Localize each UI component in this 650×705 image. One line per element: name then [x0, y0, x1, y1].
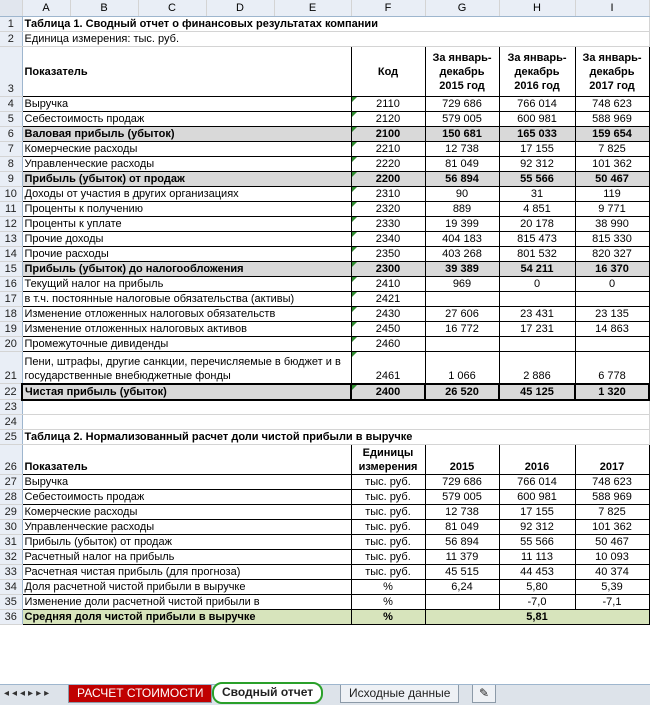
cell-2016[interactable]: 815 473 — [499, 232, 575, 247]
cell-2017[interactable]: 748 623 — [575, 475, 649, 490]
cell-2017[interactable]: 40 374 — [575, 565, 649, 580]
row-header[interactable]: 7 — [0, 142, 22, 157]
table1-row — [0, 277, 649, 292]
table1-row — [0, 292, 649, 307]
column-header-a[interactable]: A — [22, 0, 70, 17]
row-header[interactable]: 24 — [0, 415, 22, 430]
cell-code[interactable]: 2200 — [351, 172, 425, 187]
cell-2016[interactable] — [499, 337, 575, 352]
cell-label[interactable]: Расчетный налог на прибыль — [22, 550, 351, 565]
row-header[interactable]: 33 — [0, 565, 22, 580]
cell-2017[interactable]: 7 825 — [575, 505, 649, 520]
tab-source-data[interactable]: Исходные данные — [340, 685, 459, 703]
cell-2016[interactable]: 766 014 — [499, 475, 575, 490]
cell-label[interactable]: Себестоимость продаж — [22, 490, 351, 505]
row-header[interactable]: 17 — [0, 292, 22, 307]
cell-2015[interactable]: 16 772 — [425, 322, 499, 337]
table2-title[interactable]: Таблица 2. Нормализованный расчет доли чистой прибыли в выручке — [22, 430, 649, 445]
row-header[interactable]: 11 — [0, 202, 22, 217]
t2-header-units[interactable]: Единицы измерения — [351, 445, 425, 475]
column-header-g[interactable]: G — [425, 0, 499, 17]
t2-header-2017[interactable]: 2017 — [575, 445, 649, 475]
cell-2016[interactable]: 2 886 — [499, 352, 575, 384]
cell-2016[interactable]: 55 566 — [499, 172, 575, 187]
table1-row — [0, 262, 649, 277]
column-header-e[interactable]: E — [274, 0, 351, 17]
cell-2015[interactable] — [425, 595, 499, 610]
cell-code[interactable]: 2410 — [351, 277, 425, 292]
row-header[interactable]: 26 — [0, 445, 22, 475]
row-header[interactable]: 16 — [0, 277, 22, 292]
table2-row — [0, 520, 649, 535]
cell-2016[interactable]: 11 113 — [499, 550, 575, 565]
avg-share-label[interactable]: Средняя доля чистой прибыли в выручке — [22, 610, 351, 625]
table2-body — [0, 475, 649, 610]
cell-label[interactable]: Текущий налог на прибыль — [22, 277, 351, 292]
cell-unit[interactable]: тыс. руб. — [351, 520, 425, 535]
cell-2017[interactable]: 588 969 — [575, 112, 649, 127]
column-headers — [0, 0, 649, 17]
tab-valuation[interactable]: РАСЧЕТ СТОИМОСТИ — [68, 685, 212, 703]
table1-row — [0, 157, 649, 172]
cell-label[interactable]: Изменение доли расчетной чистой прибыли в — [22, 595, 351, 610]
table1-row — [0, 187, 649, 202]
cell-unit[interactable]: тыс. руб. — [351, 490, 425, 505]
cell-label[interactable]: Прибыль (убыток) от продаж — [22, 535, 351, 550]
row-header[interactable]: 35 — [0, 595, 22, 610]
cell-label[interactable]: Расчетная чистая прибыль (для прогноза) — [22, 565, 351, 580]
cell-2015[interactable]: 27 606 — [425, 307, 499, 322]
cell-2015[interactable]: 11 379 — [425, 550, 499, 565]
cell-2016[interactable]: 54 211 — [499, 262, 575, 277]
cell-code[interactable]: 2460 — [351, 337, 425, 352]
cell-label[interactable]: Прочие расходы — [22, 247, 351, 262]
cell-2016[interactable]: 17 155 — [499, 505, 575, 520]
table2-row — [0, 565, 649, 580]
cell-2017[interactable]: 9 771 — [575, 202, 649, 217]
cell-unit[interactable]: тыс. руб. — [351, 475, 425, 490]
cell-unit[interactable]: тыс. руб. — [351, 550, 425, 565]
cell-2016[interactable]: 44 453 — [499, 565, 575, 580]
cell-code[interactable]: 2300 — [351, 262, 425, 277]
cell-2015[interactable]: 81 049 — [425, 520, 499, 535]
cell-2015[interactable]: 90 — [425, 187, 499, 202]
cell-2015[interactable]: 56 894 — [425, 172, 499, 187]
cell-2017[interactable]: 815 330 — [575, 232, 649, 247]
select-all-corner[interactable] — [0, 0, 22, 17]
table1-row — [0, 97, 649, 112]
cell-2016[interactable]: -7,0 — [499, 595, 575, 610]
row-header[interactable]: 6 — [0, 127, 22, 142]
cell-2015[interactable]: 45 515 — [425, 565, 499, 580]
cell-label[interactable]: Управленческие расходы — [22, 157, 351, 172]
cell-code[interactable]: 2320 — [351, 202, 425, 217]
table2-row — [0, 595, 649, 610]
cell-2015[interactable]: 81 049 — [425, 157, 499, 172]
cell-2017[interactable]: 748 623 — [575, 97, 649, 112]
cell-label[interactable]: Себестоимость продаж — [22, 112, 351, 127]
cell-2017[interactable]: 7 825 — [575, 142, 649, 157]
row-header[interactable]: 3 — [0, 47, 22, 97]
table2-row — [0, 490, 649, 505]
cell-2016[interactable]: 92 312 — [499, 157, 575, 172]
header-indicator[interactable]: Показатель — [22, 47, 351, 97]
row-header[interactable]: 5 — [0, 112, 22, 127]
cell-2017[interactable]: 50 467 — [575, 535, 649, 550]
t2-header-2015[interactable]: 2015 — [425, 445, 499, 475]
cell-unit[interactable]: тыс. руб. — [351, 505, 425, 520]
cell-code[interactable]: 2350 — [351, 247, 425, 262]
cell-2017[interactable]: 159 654 — [575, 127, 649, 142]
cell-2015[interactable]: 403 268 — [425, 247, 499, 262]
cell-label[interactable]: Валовая прибыль (убыток) — [22, 127, 351, 142]
cell-2017[interactable]: 101 362 — [575, 520, 649, 535]
table1-row — [0, 127, 649, 142]
cell-label[interactable]: Изменение отложенных налоговых обязательств — [22, 307, 351, 322]
cell-2015[interactable]: 729 686 — [425, 475, 499, 490]
row-header[interactable]: 21 — [0, 352, 22, 384]
table1-row — [0, 307, 649, 322]
cell-unit[interactable]: тыс. руб. — [351, 565, 425, 580]
cell-2017[interactable]: 23 135 — [575, 307, 649, 322]
header-year-2015[interactable]: За январь-декабрь 2015 год — [425, 47, 499, 97]
cell-2016[interactable] — [499, 292, 575, 307]
net-profit-code[interactable]: 2400 — [351, 384, 425, 400]
cell-2015[interactable]: 56 894 — [425, 535, 499, 550]
cell-2015[interactable]: 12 738 — [425, 505, 499, 520]
row-header[interactable]: 4 — [0, 97, 22, 112]
cell-2015[interactable]: 404 183 — [425, 232, 499, 247]
cell-label[interactable]: Управленческие расходы — [22, 520, 351, 535]
header-year-2017[interactable]: За январь-декабрь 2017 год — [575, 47, 649, 97]
row-header[interactable]: 23 — [0, 400, 22, 415]
cell-2017[interactable]: 101 362 — [575, 157, 649, 172]
cell-code[interactable]: 2220 — [351, 157, 425, 172]
cell-code[interactable]: 2450 — [351, 322, 425, 337]
cell-2017[interactable]: 10 093 — [575, 550, 649, 565]
insert-sheet-icon[interactable]: ✎ — [472, 685, 496, 703]
cell-2017[interactable]: 820 327 — [575, 247, 649, 262]
cell-label[interactable]: Проценты к уплате — [22, 217, 351, 232]
column-header-d[interactable]: D — [206, 0, 274, 17]
cell-2017[interactable] — [575, 292, 649, 307]
t2-header-2016[interactable]: 2016 — [499, 445, 575, 475]
cell-2015[interactable]: 39 389 — [425, 262, 499, 277]
row-header[interactable]: 30 — [0, 520, 22, 535]
table1-row — [0, 172, 649, 187]
cell-2015[interactable] — [425, 292, 499, 307]
row-header[interactable]: 32 — [0, 550, 22, 565]
table1-row — [0, 202, 649, 217]
cell-2016[interactable]: 20 178 — [499, 217, 575, 232]
cell-label[interactable]: Выручка — [22, 475, 351, 490]
cell-unit[interactable]: % — [351, 580, 425, 595]
net-profit-2016[interactable]: 45 125 — [499, 384, 575, 400]
cell-2016[interactable]: 766 014 — [499, 97, 575, 112]
cell-2017[interactable]: 14 863 — [575, 322, 649, 337]
row-header[interactable]: 14 — [0, 247, 22, 262]
table1-body — [0, 97, 649, 352]
cell-2015[interactable]: 729 686 — [425, 97, 499, 112]
tab-scroll-arrows[interactable]: ◂◂◂▸▸▸ — [4, 688, 53, 699]
cell-2017[interactable]: 16 370 — [575, 262, 649, 277]
table2-row — [0, 580, 649, 595]
cell-2017[interactable]: -7,1 — [575, 595, 649, 610]
cell-code[interactable]: 2330 — [351, 217, 425, 232]
table1-row — [0, 142, 649, 157]
row-header[interactable]: 10 — [0, 187, 22, 202]
table2-row — [0, 550, 649, 565]
table1-row — [0, 112, 649, 127]
row-header[interactable]: 25 — [0, 430, 22, 445]
cell-2016[interactable]: 165 033 — [499, 127, 575, 142]
cell-label[interactable]: Прочие доходы — [22, 232, 351, 247]
cell-label[interactable]: Доходы от участия в других организациях — [22, 187, 351, 202]
row-header[interactable]: 13 — [0, 232, 22, 247]
t2-header-indicator[interactable]: Показатель — [22, 445, 351, 475]
cell-2015[interactable] — [425, 337, 499, 352]
cell-label[interactable]: Комерческие расходы — [22, 505, 351, 520]
cell-code[interactable]: 2310 — [351, 187, 425, 202]
cell-label[interactable]: в т.ч. постоянные налоговые обязательства (активы) — [22, 292, 351, 307]
cell-2016[interactable]: 5,80 — [499, 580, 575, 595]
cell-label[interactable]: Изменение отложенных налоговых активов — [22, 322, 351, 337]
row-header[interactable]: 28 — [0, 490, 22, 505]
cell-2015[interactable]: 969 — [425, 277, 499, 292]
cell-2016[interactable]: 17 231 — [499, 322, 575, 337]
row-header[interactable]: 31 — [0, 535, 22, 550]
row-header[interactable]: 9 — [0, 172, 22, 187]
cell-code[interactable]: 2120 — [351, 112, 425, 127]
empty-row[interactable] — [22, 415, 649, 430]
cell-code[interactable]: 2430 — [351, 307, 425, 322]
row-header[interactable]: 2 — [0, 32, 22, 47]
cell-code[interactable]: 2100 — [351, 127, 425, 142]
sheet-tab-bar — [0, 684, 650, 705]
row-header[interactable]: 18 — [0, 307, 22, 322]
cell-2017[interactable]: 38 990 — [575, 217, 649, 232]
table1-title[interactable]: Таблица 1. Сводный отчет о финансовых результатах компании — [22, 17, 649, 32]
cell-2017[interactable]: 50 467 — [575, 172, 649, 187]
row-header[interactable]: 15 — [0, 262, 22, 277]
net-profit-2015[interactable]: 26 520 — [425, 384, 499, 400]
net-profit-2017[interactable]: 1 320 — [575, 384, 649, 400]
avg-share-unit[interactable]: % — [351, 610, 425, 625]
cell-2016[interactable]: 23 431 — [499, 307, 575, 322]
row-header[interactable]: 19 — [0, 322, 22, 337]
cell-2015[interactable]: 12 738 — [425, 142, 499, 157]
row-header[interactable]: 36 — [0, 610, 22, 625]
avg-share-value[interactable]: 5,81 — [425, 610, 649, 625]
cell-label[interactable]: Проценты к получению — [22, 202, 351, 217]
cell-2016[interactable]: 55 566 — [499, 535, 575, 550]
row-header[interactable]: 27 — [0, 475, 22, 490]
row-header[interactable]: 20 — [0, 337, 22, 352]
cell-2015[interactable]: 579 005 — [425, 112, 499, 127]
cell-label[interactable]: Доля расчетной чистой прибыли в выручке — [22, 580, 351, 595]
column-header-b[interactable]: B — [70, 0, 138, 17]
cell-2017[interactable]: 6 778 — [575, 352, 649, 384]
cell-2016[interactable]: 0 — [499, 277, 575, 292]
table1-row — [0, 337, 649, 352]
table1-row — [0, 247, 649, 262]
cell-2015[interactable]: 889 — [425, 202, 499, 217]
net-profit-label[interactable]: Чистая прибыль (убыток) — [22, 384, 351, 400]
cell-2017[interactable]: 119 — [575, 187, 649, 202]
cell-label[interactable]: Пени, штрафы, другие санкции, перечисляемые в бюджет и в государственные внебюджетные фонды — [22, 352, 351, 384]
header-code[interactable]: Код — [351, 47, 425, 97]
cell-2016[interactable]: 31 — [499, 187, 575, 202]
row-header[interactable]: 1 — [0, 17, 22, 32]
column-header-h[interactable]: H — [499, 0, 575, 17]
cell-2016[interactable]: 801 532 — [499, 247, 575, 262]
table1-row — [0, 232, 649, 247]
cell-2017[interactable]: 5,39 — [575, 580, 649, 595]
column-header-i[interactable]: I — [575, 0, 649, 17]
table1-unit[interactable]: Единица измерения: тыс. руб. — [22, 32, 649, 47]
column-header-c[interactable]: C — [138, 0, 206, 17]
table1-row — [0, 322, 649, 337]
cell-2017[interactable]: 0 — [575, 277, 649, 292]
cell-2015[interactable]: 19 399 — [425, 217, 499, 232]
cell-2015[interactable]: 150 681 — [425, 127, 499, 142]
cell-code[interactable]: 2461 — [351, 352, 425, 384]
cell-unit[interactable]: тыс. руб. — [351, 535, 425, 550]
header-year-2016[interactable]: За январь-декабрь 2016 год — [499, 47, 575, 97]
cell-label[interactable]: Промежуточные дивиденды — [22, 337, 351, 352]
cell-2017[interactable] — [575, 337, 649, 352]
cell-2016[interactable]: 600 981 — [499, 112, 575, 127]
table2-row — [0, 475, 649, 490]
table2-row — [0, 505, 649, 520]
row-header[interactable]: 12 — [0, 217, 22, 232]
row-header[interactable]: 8 — [0, 157, 22, 172]
cell-label[interactable]: Прибыль (убыток) от продаж — [22, 172, 351, 187]
cell-2016[interactable]: 17 155 — [499, 142, 575, 157]
row-header[interactable]: 29 — [0, 505, 22, 520]
row-header[interactable]: 22 — [0, 384, 22, 400]
empty-row[interactable] — [22, 400, 649, 415]
tab-summary-report[interactable]: Сводный отчет — [212, 682, 323, 704]
cell-2017[interactable]: 588 969 — [575, 490, 649, 505]
cell-2015[interactable]: 579 005 — [425, 490, 499, 505]
cell-2016[interactable]: 92 312 — [499, 520, 575, 535]
cell-label[interactable]: Прибыль (убыток) до налогообложения — [22, 262, 351, 277]
table1-row — [0, 217, 649, 232]
cell-code[interactable]: 2110 — [351, 97, 425, 112]
cell-2016[interactable]: 600 981 — [499, 490, 575, 505]
cell-code[interactable]: 2421 — [351, 292, 425, 307]
cell-2015[interactable]: 1 066 — [425, 352, 499, 384]
table2-row — [0, 535, 649, 550]
cell-code[interactable]: 2340 — [351, 232, 425, 247]
cell-code[interactable]: 2210 — [351, 142, 425, 157]
cell-label[interactable]: Выручка — [22, 97, 351, 112]
column-header-f[interactable]: F — [351, 0, 425, 17]
cell-unit[interactable]: % — [351, 595, 425, 610]
cell-2016[interactable]: 4 851 — [499, 202, 575, 217]
cell-2015[interactable]: 6,24 — [425, 580, 499, 595]
row-header[interactable]: 34 — [0, 580, 22, 595]
cell-label[interactable]: Комерческие расходы — [22, 142, 351, 157]
